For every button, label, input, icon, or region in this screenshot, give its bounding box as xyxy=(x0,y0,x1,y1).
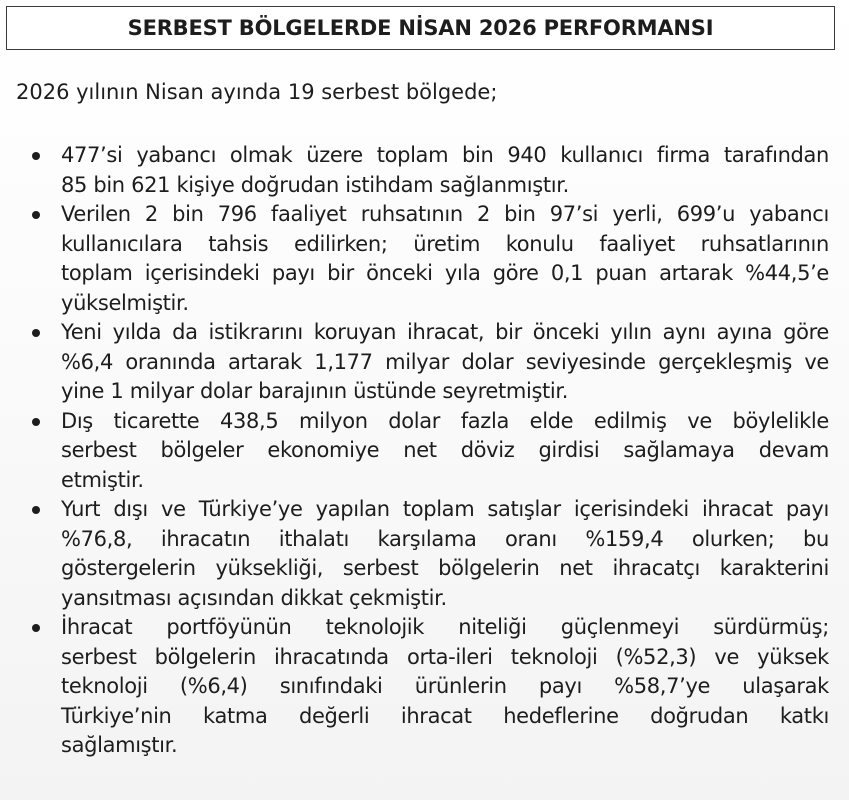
bullet-icon xyxy=(32,624,40,632)
bullet-line: yine 1 milyar dolar barajının üstünde seyretmiştir. xyxy=(61,379,569,403)
bullet-icon xyxy=(32,418,40,426)
bullet-line: kullanıcılara tahsis edilirken; üretim konulu faaliyet ruhsatlarının xyxy=(61,231,829,256)
title-box xyxy=(6,6,835,50)
bullet-line: Dış ticarette 438,5 milyon dolar fazla elde edilmiş ve böylelikle xyxy=(61,408,829,433)
bullet-line: Türkiye’nin katma değerli ihracat hedeflerine doğrudan katkı xyxy=(61,703,829,728)
list-item xyxy=(0,407,849,496)
bullet-line: %76,8, ihracatın ithalatı karşılama oranı %159,4 olurken; bu xyxy=(61,526,829,551)
bullet-line: 85 bin 621 kişiye doğrudan istihdam sağlanmıştır. xyxy=(61,172,569,197)
page-title: SERBEST BÖLGELERDE NİSAN 2026 PERFORMANSI xyxy=(127,16,714,40)
intro-text: 2026 yılının Nisan ayında 19 serbest bölgede; xyxy=(16,80,498,104)
bullet-line: Yeni yılda da istikrarını koruyan ihracat, bir önceki yılın aynı ayına göre xyxy=(61,320,829,344)
bullet-icon xyxy=(32,152,40,160)
list-item xyxy=(0,495,849,613)
bullet-icon xyxy=(32,211,40,219)
bullet-line: 477’si yabancı olmak üzere toplam bin 940 kullanıcı firma tarafından xyxy=(61,143,829,167)
bullet-line: Verilen 2 bin 796 faaliyet ruhsatının 2 bin 97’si yerli, 699’u yabancı xyxy=(61,202,829,226)
list-item xyxy=(0,318,849,407)
bullet-line: toplam içerisindeki payı bir önceki yıla göre 0,1 puan artarak %44,5’e xyxy=(61,261,829,285)
bullet-line: %6,4 oranında artarak 1,177 milyar dolar seviyesinde gerçekleşmiş ve xyxy=(61,349,829,374)
bullet-list xyxy=(0,141,849,761)
bullet-line: İhracat portföyünün teknolojik niteliği güçlenmeyi sürdürmüş; xyxy=(61,615,829,639)
bullet-line: teknoloji (%6,4) sınıfındaki ürünlerin payı %58,7’ye ulaşarak xyxy=(61,674,829,698)
bullet-line: göstergelerin yüksekliği, serbest bölgelerin net ihracatçı karakterini xyxy=(61,556,829,580)
bullet-line: Yurt dışı ve Türkiye’ye yapılan toplam satışlar içerisindeki ihracat payı xyxy=(61,497,829,521)
list-item xyxy=(0,613,849,761)
bullet-line: sağlamıştır. xyxy=(61,733,178,757)
bullet-icon xyxy=(32,329,40,337)
bullet-line: serbest bölgelerin ihracatında orta-ileri teknoloji (%52,3) ve yüksek xyxy=(61,644,829,669)
list-item xyxy=(0,141,849,200)
bullet-icon xyxy=(32,506,40,514)
bullet-line: etmiştir. xyxy=(61,467,144,492)
bullet-line: yansıtması açısından dikkat çekmiştir. xyxy=(61,585,447,610)
list-item xyxy=(0,200,849,318)
bullet-line: serbest bölgeler ekonomiye net döviz girdisi sağlamaya devam xyxy=(61,438,829,462)
bullet-line: yükselmiştir. xyxy=(61,290,189,315)
